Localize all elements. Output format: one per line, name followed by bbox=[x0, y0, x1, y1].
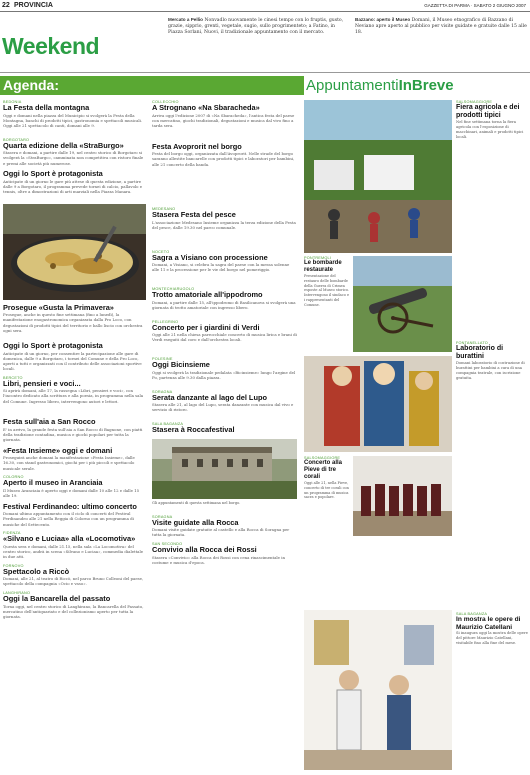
article-kicker: COLLECCHIO bbox=[152, 100, 179, 104]
article-title: Concerto alla Pieve di tre corali bbox=[304, 460, 343, 480]
inbreve-word: InBreve bbox=[398, 77, 454, 94]
article-kicker: COLORNO bbox=[3, 475, 24, 479]
divider bbox=[0, 72, 530, 73]
article-title: Oggi la Bancarella del passato bbox=[3, 594, 111, 603]
article-title: Concerto per i giardini di Verdi bbox=[152, 322, 260, 332]
article bbox=[152, 515, 297, 539]
article-title: Oggi lo Sport è protagonista bbox=[3, 169, 103, 178]
article bbox=[3, 591, 146, 620]
brief-text: Domani, il Museo etnografico di Bazzano di Neviano apre aperto al pubblico per visite guidate e gratuite dalle 15 alle 18. bbox=[355, 18, 527, 36]
column-2 bbox=[152, 100, 297, 570]
article bbox=[3, 138, 146, 167]
date-line: GAZZETTA DI PARMA · SABATO 2 GIUGNO 2007 bbox=[424, 3, 526, 8]
brief-museo bbox=[355, 17, 527, 37]
article-text: Festa del borgo oggi, organizzata dall'Avoprorit. Nelle strade del borgo saranno allestite bancarelle con prodotti tipici e laboratori per bambini, alle 21 concerto della banda. bbox=[152, 151, 295, 167]
article-text: Domani visite guidate gratuite al castello e alla Rocca di Soragna per tutta la giornata. bbox=[152, 527, 290, 538]
article bbox=[3, 304, 146, 339]
article-title: Festival Ferdinandeo: ultimo concerto bbox=[3, 501, 137, 511]
article-kicker: SORAGNA bbox=[152, 389, 173, 394]
article-kicker: NOCETO bbox=[152, 249, 170, 254]
page-number: 22 bbox=[2, 2, 10, 9]
article-title: Oggi Bicinsieme bbox=[152, 360, 210, 369]
brief-text: Nonvadlo nuovamente le cinesi tempo con lo fruptis, gusto, grazie, sipprio, grenti, vegetale, sugio, sullo progrimenteto; a Fatino, in Piazza Sorlani, Nuovi, il tradizionale appuntamento con il mercato. bbox=[168, 18, 344, 36]
brief-title: Bazzano: aperto il Museo bbox=[355, 17, 411, 22]
puppet-photo bbox=[304, 356, 452, 452]
column-4 bbox=[456, 100, 528, 455]
article-kicker: MONTECHIARUGOLO bbox=[152, 287, 195, 291]
article-text: Oggi alle 21 nella chiesa parrocchiale concerto di musica lirica e brani di Verdi eseguiti dal coro e dall'orchestra locali. bbox=[152, 332, 297, 343]
article-title: Stasera à Roccafestival bbox=[152, 425, 235, 434]
article-text: Arriva oggi l'edizione 2007 di «Na Sbaracheda», l'antica festa del paese con mercatino, giochi tradizionali, degustazioni e musica dal vivo fino a tarda sera. bbox=[152, 112, 295, 129]
building-photo bbox=[152, 439, 297, 499]
article-kicker: SALA BAGANZA bbox=[152, 422, 184, 426]
article-kicker: FIDENZA bbox=[3, 531, 21, 535]
article-kicker: SAN SECONDO bbox=[152, 542, 183, 546]
article-kicker: POLESINE bbox=[152, 357, 173, 361]
appuntamenti-title bbox=[304, 76, 530, 95]
article bbox=[456, 612, 528, 756]
article bbox=[152, 542, 297, 566]
article bbox=[3, 376, 146, 415]
article bbox=[3, 100, 146, 134]
photo-caption: Gli appuntamenti di questa settimana nel borgo. bbox=[152, 500, 241, 505]
article bbox=[3, 418, 146, 443]
article-text: Stasera alle 21, al lago del Lupo, serata danzante con musica dal vivo e servizio di ristoro. bbox=[152, 402, 294, 413]
article-kicker: BORGOTARO bbox=[3, 137, 30, 142]
article-title: Festa Avoprorit nel borgo bbox=[152, 141, 242, 151]
article-title: Spettacolo a Riccò bbox=[3, 566, 70, 576]
section-title: Weekend bbox=[2, 33, 100, 59]
article-kicker: BERCETO bbox=[3, 375, 23, 380]
agenda-title: Agenda: bbox=[3, 77, 59, 93]
article-title: Sagra a Visiano con processione bbox=[152, 252, 268, 262]
article-kicker: LANGHIRANO bbox=[3, 591, 31, 595]
fair-photo bbox=[304, 100, 452, 253]
article bbox=[152, 357, 297, 386]
article-title: Stasera Festa del pesce bbox=[152, 210, 236, 219]
article bbox=[456, 341, 528, 451]
choir-article bbox=[304, 456, 452, 541]
article-text: Prosegue, anche in questo fine settimana (fino a lunedì), la manifestazione enogastronomica organizzata dalla Pro Loco, con degustazioni di prodotti tipici del territorio e ballo liscio con orchestra ogni sera. bbox=[3, 312, 143, 333]
article-text: Domani laboratorio di costruzione di burattini per bambini a cura di una compagnia teatrale, con iscrizione gratuita. bbox=[456, 361, 525, 380]
article bbox=[152, 422, 297, 435]
article-text: Presentazione del restauro delle bombarde della Guerra di Crimea esposte al Museo storico. Intervengono il sindaco e i rappresentanti del Comune. bbox=[304, 274, 350, 307]
article-title: Prosegue «Gusta la Primavera» bbox=[3, 302, 114, 312]
article-kicker: FONTANELLATO bbox=[456, 341, 488, 345]
article-kicker: PONTREMOLI bbox=[304, 256, 332, 260]
article-text: L'associazione Medesano Insieme organizza la terza edizione della Festa del pesce, dalle 19.30 nel parco comunale. bbox=[152, 219, 296, 230]
article bbox=[152, 250, 297, 284]
article-text: E' in arrivo, la grande festa sull'aia a San Rocco di Bagnone, con piatti della tradizione contadina, musica e giochi popolari per tutta la giornata. bbox=[3, 426, 143, 443]
article bbox=[152, 207, 297, 246]
article-text: Oggi e domani nella piazza del Municipio si svolgerà la Festa della Montagna, banchi di prodotti tipici, gastronomia e spettacoli musicali. Oggi alle 21 spettacolo di canti, domani alle 9. bbox=[3, 112, 143, 129]
article-text: Domani, a partire dalle 15, all'ippodromo di Basilicanova si svolgerà una giornata di trotto amatoriale con ingresso libero. bbox=[152, 299, 296, 310]
article-title: Laboratorio di burattini bbox=[456, 345, 504, 360]
article-text: Si aprirà domani, alle 17, la rassegna «Libri, pensieri e voci», con l'incontro dedicato alla scrittura e alla poesia, in programma nella sala del Comune. Ingresso libero, intervengono autori e lettori. bbox=[3, 388, 144, 404]
article bbox=[3, 475, 146, 499]
article-text: Oggi si svolgerà la tradizionale pedalata «Bicinsieme» lungo l'argine del Po, partenza alle 9.30 dalla piazza. bbox=[152, 369, 296, 380]
article bbox=[3, 564, 146, 588]
article-title: Festa sull'aia a San Rocco bbox=[3, 417, 96, 426]
article bbox=[152, 287, 297, 316]
article bbox=[152, 390, 297, 419]
article bbox=[304, 456, 350, 541]
article-text: Stasera «Convivio» alla Rocca dei Rossi con cena rinascimentale in costume e musica d'epoca. bbox=[152, 554, 285, 565]
article-text: Nel fine settimana torna la fiera agricola con l'esposizione di macchinari, animali e prodotti tipici locali. bbox=[456, 120, 524, 139]
article-title: A Strognano «Na Sbaracheda» bbox=[152, 103, 260, 112]
choir-photo bbox=[353, 456, 452, 536]
article-text: Anticipate di un giorno le gare più attese di questa edizione, a partire dalle 9 a Borgotaro, il programma prevede tornei di calcio, pallavolo e tennis, oltre a dimostrazioni di arti marziali nella Piazza Manara. bbox=[3, 178, 143, 195]
article-title: Quarta edizione della «StraBurgo» bbox=[3, 140, 124, 150]
article-title: Aperto il museo in Aranciaia bbox=[3, 478, 103, 487]
page-header bbox=[0, 0, 530, 12]
article-text: Si inaugura oggi la mostra delle opere del pittore Maurizio Catellani, visitabile fino alla fine del mese. bbox=[456, 631, 528, 645]
article bbox=[304, 256, 350, 352]
exhibition-photo bbox=[304, 610, 452, 770]
article-title: Convivio alla Rocca dei Rossi bbox=[152, 545, 257, 554]
article bbox=[3, 503, 146, 528]
article-title: La Festa della montagna bbox=[3, 103, 90, 112]
article-title: Oggi lo Sport è protagonista bbox=[3, 341, 103, 350]
appuntamenti-word: Appuntamenti bbox=[306, 77, 399, 94]
article bbox=[3, 342, 146, 372]
article-text: Domani ultimo appuntamento con il ciclo di concerti del Festival Ferdinandeo alle 21 nella Reggia di Colorno con un programma di musiche del Settecento. bbox=[3, 511, 134, 527]
article-text: Il Museo Aranciaia è aperto oggi e domani dalle 10 alle 12 e dalle 15 alle 19. bbox=[3, 487, 140, 498]
article-kicker: PELLEGRINO bbox=[152, 319, 179, 324]
article bbox=[3, 170, 146, 200]
article-title: «Festa Insieme» oggi e domani bbox=[3, 445, 113, 455]
article-text: Questa sera e domani, dalle 21.15, nella sala «La Locomotiva» del centro storico, andrà in scena «Silvano e Luciaa», commedia dialettale in due atti. bbox=[3, 543, 144, 560]
brief-mercato bbox=[168, 17, 350, 37]
article-text: Anticipate di un giorno, per consentire la partecipazione alle gare di domenica, dalle 9 a Borgotaro, i tornei del Comune e della Pro Loco, aperti a tutti e organizzati con il contributo delle associazioni sportive locali. bbox=[3, 350, 142, 372]
article-kicker: SALA BAGANZA bbox=[456, 612, 488, 616]
article-kicker: SALSOMAGGIORE bbox=[304, 456, 341, 460]
article bbox=[152, 143, 297, 204]
article-text: Domani, a Visiano, si celebra la sagra del paese con la messa solenne alle 11 e la processione per le vie del borgo nel pomeriggio. bbox=[152, 262, 290, 273]
column-1 bbox=[3, 100, 146, 619]
article-title: «Silvano e Luciaa» alla «Locomotiva» bbox=[3, 534, 136, 543]
article-title: Serata danzante al lago del Lupo bbox=[152, 392, 267, 402]
article-kicker: FORNOVO bbox=[3, 563, 24, 568]
article-text: Domani, alle 21, al teatro di Riccò, nel parco Bruno Colleoni del paese, spettacolo della compagnia «Ocio e vaso». bbox=[3, 576, 144, 587]
article-kicker: MEDESANO bbox=[152, 207, 176, 211]
food-photo bbox=[3, 204, 146, 300]
article-title: Le bombarde restaurate bbox=[304, 260, 342, 273]
section-name: PROVINCIA bbox=[14, 2, 53, 9]
article-text: Torna oggi, nel centro storico di Langhirano, la Bancarella del Passato, mercatino dell'antiquariato e del collezionismo aperto per tutta la giornata. bbox=[3, 603, 144, 620]
article-title: Visite guidate alla Rocca bbox=[152, 517, 239, 527]
article bbox=[3, 447, 146, 472]
article-title: Fiera agricola e dei prodotti tipici bbox=[456, 104, 520, 119]
article bbox=[152, 320, 297, 354]
article bbox=[152, 100, 297, 139]
article-title: In mostra le opere di Maurizio Catellani bbox=[456, 616, 521, 631]
column-3 bbox=[304, 100, 452, 541]
article-text: Oggi alle 21, nella Pieve, concerto di tre corali con un programma di musica sacra e popolare. bbox=[304, 481, 349, 500]
brief-title: Mercato a Pellio bbox=[168, 17, 203, 22]
article-kicker: SORAGNA bbox=[152, 514, 173, 519]
cannon-photo bbox=[353, 256, 452, 352]
article-kicker: SALSOMAGGIORE bbox=[456, 100, 493, 104]
article-text: Proseguirà anche domani la manifestazione «Festa Insieme», dalle 16.30, con stand gastronomici, giochi per i più piccoli e spettacolo musicale serale. bbox=[3, 455, 135, 471]
article bbox=[3, 531, 146, 560]
cannon-article bbox=[304, 256, 452, 352]
article bbox=[456, 100, 528, 245]
article-text: Stasera e domani, a partire dalle 19, nel centro storico di Borgotaro si svolgerà la «StraBurgo», camminata non competitiva con ristoro finale e premi alle società più numerose. bbox=[3, 150, 144, 166]
article-title: Libri, pensieri e voci... bbox=[3, 378, 81, 388]
article-title: Trotto amatoriale all'ippodromo bbox=[152, 290, 263, 299]
article-kicker: BEDONIA bbox=[3, 100, 22, 104]
